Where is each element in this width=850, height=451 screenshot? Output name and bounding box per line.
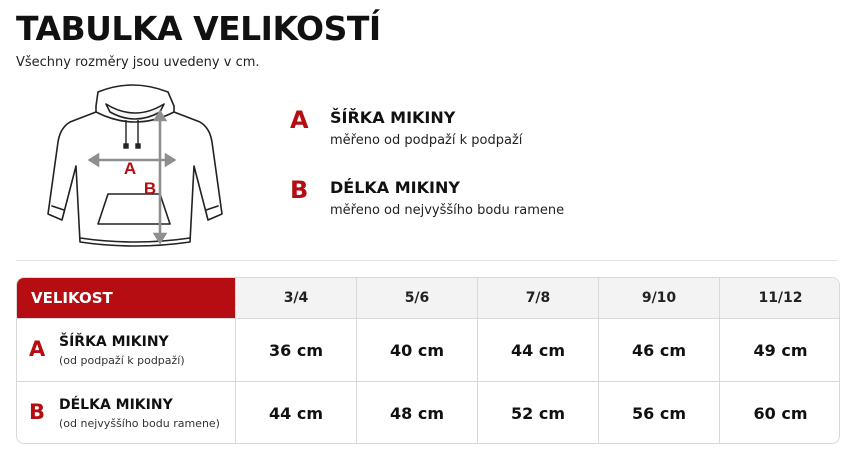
- table-cell: 44 cm: [477, 319, 598, 381]
- legend-description: měřeno od nejvyššího bodu ramene: [330, 203, 565, 218]
- table-row: [17, 319, 839, 382]
- section-divider: [16, 260, 838, 261]
- table-row: [17, 382, 839, 444]
- size-table: [16, 277, 840, 444]
- table-header-label: VELIKOST: [17, 278, 235, 318]
- measure-b-label: B: [143, 179, 157, 198]
- legend-letter: B: [290, 176, 309, 204]
- size-column-header: 7/8: [477, 278, 598, 318]
- table-cell: 60 cm: [719, 382, 840, 444]
- hoodie-diagram: [40, 82, 230, 252]
- table-cell: 46 cm: [598, 319, 719, 381]
- measure-a-label: A: [123, 159, 137, 178]
- table-cell: 40 cm: [356, 319, 477, 381]
- table-cell: 49 cm: [719, 319, 840, 381]
- size-column-header: 5/6: [356, 278, 477, 318]
- legend-letter: A: [290, 106, 309, 134]
- row-label-cell: [17, 319, 235, 381]
- size-column-header: 3/4: [235, 278, 356, 318]
- table-cell: 36 cm: [235, 319, 356, 381]
- legend-title: DÉLKA MIKINY: [330, 178, 460, 197]
- table-cell: 52 cm: [477, 382, 598, 444]
- page-title: TABULKA VELIKOSTÍ: [16, 9, 381, 48]
- row-label-cell: [17, 382, 235, 444]
- legend-title: ŠÍŘKA MIKINY: [330, 108, 456, 127]
- table-cell: 48 cm: [356, 382, 477, 444]
- row-note: (od nejvyššího bodu ramene): [59, 417, 220, 430]
- row-letter: A: [29, 337, 46, 361]
- size-column-header: 9/10: [598, 278, 719, 318]
- row-letter: B: [29, 400, 46, 424]
- legend-description: měřeno od podpaží k podpaží: [330, 133, 523, 148]
- page-subtitle: Všechny rozměry jsou uvedeny v cm.: [16, 55, 260, 70]
- size-column-header: 11/12: [719, 278, 840, 318]
- row-name: ŠÍŘKA MIKINY: [59, 334, 169, 350]
- table-cell: 56 cm: [598, 382, 719, 444]
- row-name: DÉLKA MIKINY: [59, 397, 173, 413]
- table-header-row: [17, 278, 839, 319]
- row-note: (od podpaží k podpaží): [59, 354, 185, 367]
- table-cell: 44 cm: [235, 382, 356, 444]
